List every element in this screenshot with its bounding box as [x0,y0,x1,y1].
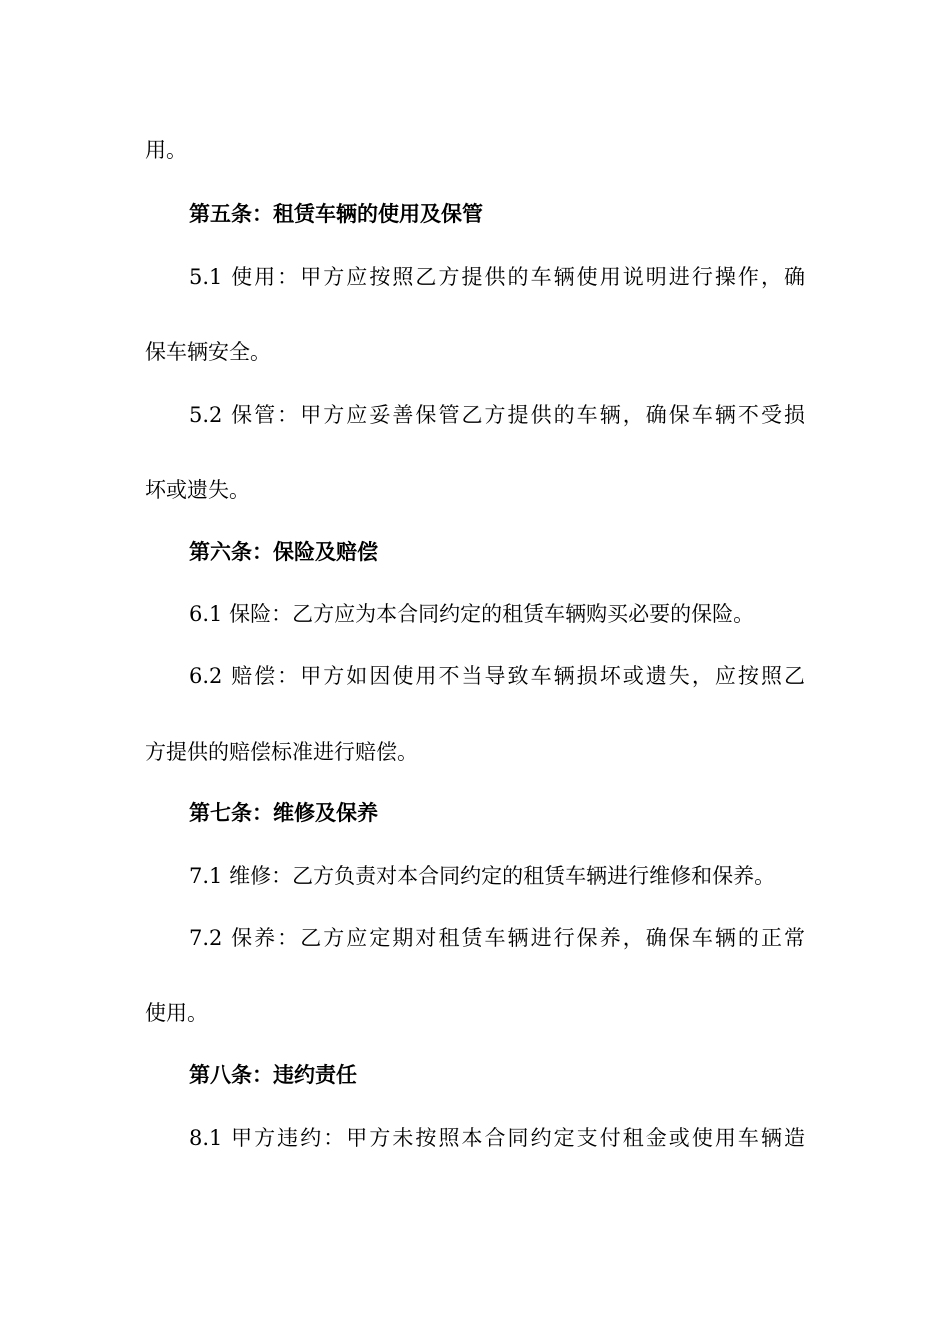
article-6-heading: 第六条：保险及赔偿 [189,540,378,564]
clause-6-2-line-1: 6.2 赔偿：甲方如因使用不当导致车辆损坏或遗失，应按照乙 [189,664,805,688]
clause-5-1-line-1: 5.1 使用：甲方应按照乙方提供的车辆使用说明进行操作，确 [189,265,805,289]
article-8-heading: 第八条：违约责任 [189,1063,357,1087]
clause-6-2-line-2: 方提供的赔偿标准进行赔偿。 [145,740,418,764]
clause-7-1-line-1: 7.1 维修：乙方负责对本合同约定的租赁车辆进行维修和保养。 [189,864,776,888]
article-7-heading: 第七条：维修及保养 [189,801,378,825]
clause-5-2-line-2: 坏或遗失。 [145,478,250,502]
clause-5-2-line-1: 5.2 保管：甲方应妥善保管乙方提供的车辆，确保车辆不受损 [189,403,805,427]
clause-5-1-line-2: 保车辆安全。 [145,340,271,364]
clause-7-2-line-2: 使用。 [145,1001,208,1025]
article-5-heading: 第五条：租赁车辆的使用及保管 [189,202,483,226]
clause-8-1-line-1: 8.1 甲方违约：甲方未按照本合同约定支付租金或使用车辆造 [189,1126,805,1150]
clause-7-2-line-1: 7.2 保养：乙方应定期对租赁车辆进行保养，确保车辆的正常 [189,926,805,950]
paragraph-continuation-line: 用。 [145,138,187,162]
clause-6-1-line-1: 6.1 保险：乙方应为本合同约定的租赁车辆购买必要的保险。 [189,602,755,626]
